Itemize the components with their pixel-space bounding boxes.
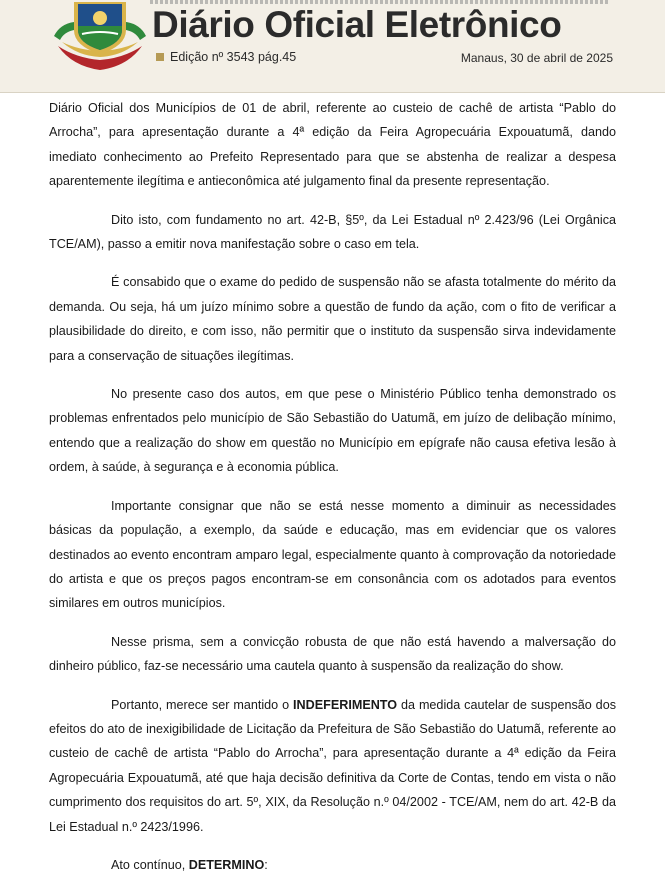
paragraph-7-bold: INDEFERIMENTO (293, 697, 398, 712)
paragraph-6: Nesse prisma, sem a convicção robusta de que não está havendo a malversação do dinheiro público, faz-se necessário uma cautela quanto à suspensão da realização do show. (49, 634, 616, 674)
paragraph-7 (49, 693, 616, 839)
bullet-square-icon (156, 53, 164, 61)
paragraph-3: É consabido que o exame do pedido de suspensão não se afasta totalmente do mérito da demanda. Ou seja, há um juízo mínimo sobre a questão de fundo da ação, com o fito de verificar a plausibilidade do direito, e com isso, não permitir que o instituto da suspensão sirva indevidamente para a conservação de situações ilegítimas. (49, 275, 616, 363)
paragraph-7-text-a: Portanto, merece ser mantido o (111, 697, 294, 712)
edition-info (156, 50, 296, 64)
paragraph-8 (49, 853, 616, 877)
paragraph-1: Diário Oficial dos Municípios de 01 de abril, referente ao custeio de cachê de artista “Pablo do Arrocha”, para apresentação durante a 4ª edição da Feira Agropecuária Expouatumã, dando imediato conhecimento ao Prefeito Representado para que se abstenha de realizar a despesa aparentemente ilegítima e antieconômica até julgamento final da presente representação. (49, 101, 616, 189)
paragraph-8-bold: DETERMINO (188, 857, 265, 872)
newspaper-title: Diário Oficial Eletrônico (152, 4, 562, 45)
coat-of-arms-logo (52, 0, 148, 72)
paragraph-8-text-b: : (264, 857, 268, 872)
paragraph-8-text-a: Ato contínuo, (111, 857, 189, 872)
paragraph-5: Importante consignar que não se está nesse momento a diminuir as necessidades básicas da população, a exemplo, da saúde e educação, mas em evidenciar que os valores destinados ao evento encontram amparo legal, especialmente quanto à comprovação da notoriedade do artista e que os preços pagos encontram-se em consonância com os adotados para eventos similares em outros municípios. (49, 498, 616, 611)
paragraph-2: Dito isto, com fundamento no art. 42-B, §5º, da Lei Estadual nº 2.423/96 (Lei Orgânica TCE/AM), passo a emitir nova manifestação sobre o caso em tela. (49, 212, 616, 252)
paragraph-4: No presente caso dos autos, em que pese o Ministério Público tenha demonstrado os problemas enfrentados pelo município de São Sebastião do Uatumã, em juízo de delibação mínimo, entendo que a realização do show em questão no Município em epígrafe não causa efetiva lesão à ordem, à saúde, à segurança e à economia pública. (49, 387, 616, 475)
document-body (49, 96, 616, 877)
edition-number: Edição nº 3543 pág.45 (170, 50, 297, 64)
publication-date: Manaus, 30 de abril de 2025 (460, 51, 613, 65)
page-header (0, 0, 665, 93)
paragraph-7-text-b: da medida cautelar de suspensão dos efeitos do ato de inexigibilidade de Licitação da Prefeitura de São Sebastião do Uatumã, referente ao custeio de cachê de artista “Pablo do Arrocha”, para apresentação durante a 4ª edição da Feira Agropecuária Expouatumã, até que haja decisão definitiva da Corte de Contas, tendo em vista o não cumprimento dos requisitos do art. 5º, XIX, da Resolução n.º 04/2002 - TCE/AM, nem do art. 42-B da Lei Estadual n.º 2423/1996. (49, 697, 616, 834)
